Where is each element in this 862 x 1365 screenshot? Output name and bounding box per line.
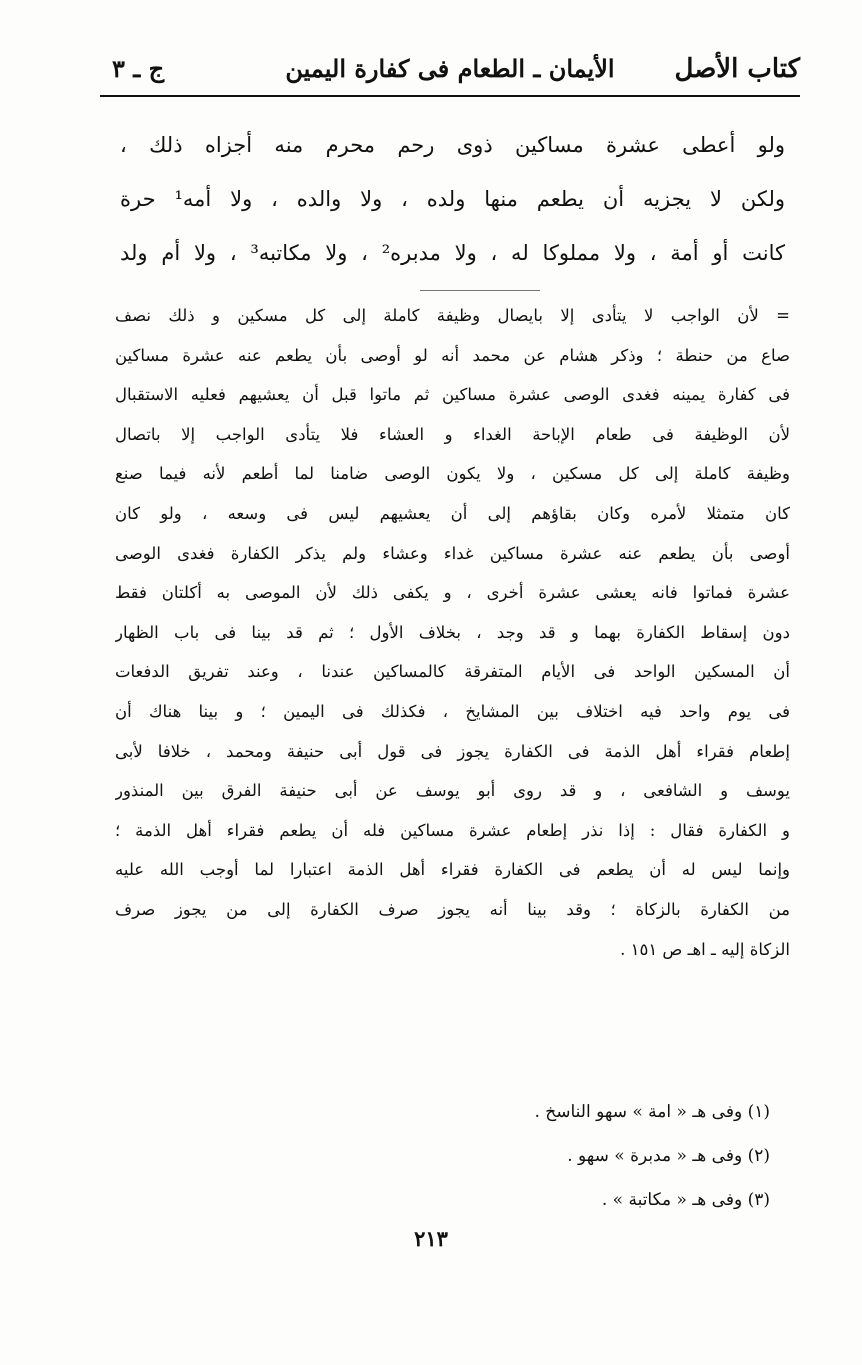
- commentary-line: أن المسكين الواحد فى الأيام المتفرقة كالمساكين عندنا ، وعند تفريق الدفعات: [115, 662, 790, 682]
- main-text-line: ولو أعطى عشرة مساكين ذوى رحم محرم منه أجزاه ذلك ،: [120, 133, 785, 157]
- commentary-line: دون إسقاط الكفارة بهما و قد وجد ، بخلاف الأول ؛ ثم قد بينا فى باب الظهار: [115, 622, 790, 642]
- commentary-line: وظيفة كاملة إلى كل مسكين ، ولا يكون الوصى ضامنا لما أطعم لأنه فيما صنع: [115, 464, 790, 484]
- commentary-line: الزكاة إليه ـ اهـ ص ١٥١ .: [620, 939, 790, 959]
- main-text-line: ولكن لا يجزيه أن يطعم منها ولده ، ولا والده ، ولا أمه¹ حرة: [120, 187, 785, 211]
- main-text-line: كانت أو أمة ، ولا مملوكا له ، ولا مدبره² ، ولا مكاتبه³ ، ولا أم ولد: [120, 241, 785, 265]
- commentary-line: من الكفارة بالزكاة ؛ وقد بينا أنه يجوز صرف الكفارة إلى من يجوز صرف: [115, 899, 790, 919]
- commentary-line: إطعام فقراء أهل الذمة فى الكفارة يجوز فى قول أبى حنيفة ومحمد ، خلافا لأبى: [115, 741, 790, 761]
- commentary-line: و الكفارة فقال : إذا نذر إطعام عشرة مساكين فله أن يطعم فقراء أهل الذمة ؛: [115, 820, 790, 840]
- footnote: (٣) وفى هـ « مكاتبة » .: [601, 1190, 770, 1210]
- page-number: ٢١٣: [414, 1226, 448, 1251]
- running-header: [100, 48, 800, 98]
- header-rule: [100, 95, 800, 97]
- footnote: (٢) وفى هـ « مدبرة » سهو .: [567, 1146, 770, 1166]
- commentary-line: عشرة فماتوا فانه يعشى عشرة أخرى ، و يكفى ذلك لأن الموصى به أكلتان فقط: [115, 583, 790, 603]
- main-text: [120, 118, 785, 280]
- commentary-line: وإنما ليس له أن يطعم فى الكفارة فقراء أهل الذمة اعتبارا لما أوجب الله عليه: [115, 860, 790, 880]
- commentary-line: فى كفارة يمينه فغدى الوصى عشرة مساكين ثم ماتوا قبل أن يعشيهم فعليه الاستقبال: [115, 385, 790, 405]
- commentary-line: كان متمثلا لأمره وكان بقاؤهم إلى أن يعشيهم ليس فى وسعه ، ولو كان: [115, 503, 790, 523]
- commentary-line: = لأن الواجب لا يتأدى إلا بايصال وظيفة كاملة إلى كل مسكين و ذلك نصف: [115, 306, 790, 325]
- commentary-line: صاع من حنطة ؛ وذكر هشام عن محمد أنه لو أوصى بأن يطعم عنه عشرة مساكين: [115, 345, 790, 365]
- commentary: [115, 296, 790, 969]
- commentary-line: فى يوم واحد فيه اختلاف بين المشايخ ، فكذلك فى اليمين ؛ و بينا هناك أن: [115, 701, 790, 721]
- book-title: كتاب الأصل: [674, 54, 800, 84]
- commentary-line: لأن الوظيفة فى طعام الإباحة الغداء و العشاء فلا يتأدى الواجب إلا باتصال: [115, 424, 790, 444]
- commentary-line: أوصى بأن يطعم عنه عشرة مساكين غداء وعشاء ولم يذكر الكفارة فغدى الوصى: [115, 543, 790, 563]
- chapter-title: الأيمان ـ الطعام فى كفارة اليمين: [285, 54, 615, 83]
- footnote: (١) وفى هـ « امة » سهو الناسخ .: [534, 1102, 770, 1122]
- commentary-line: يوسف و الشافعى ، و قد روى أبو يوسف عن أبى حنيفة الفرق بين المنذور: [115, 781, 790, 801]
- volume-number: ج ـ ٣: [112, 54, 165, 83]
- footnotes: [300, 1090, 770, 1222]
- section-divider: [420, 290, 540, 291]
